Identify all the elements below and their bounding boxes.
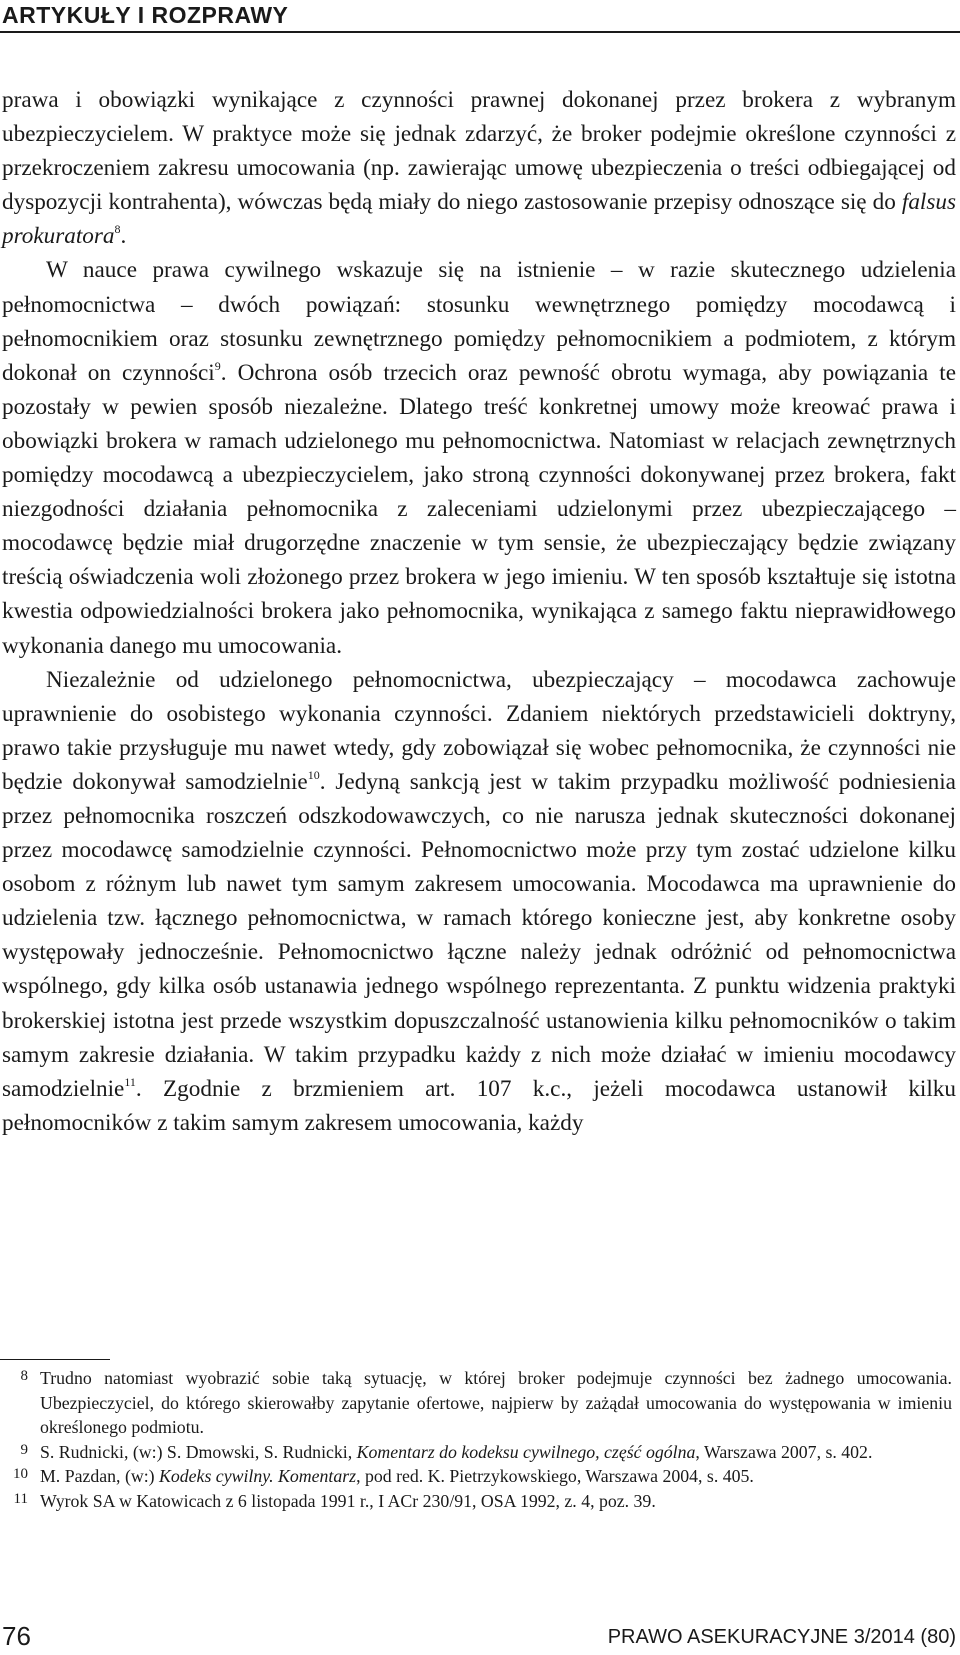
paragraph-3-mid: . Jedyną sankcją jest w takim przypadku możliwość podniesienia przez pełnomocnika roszczeń odszkodowawczych, co nie narusza jednak skuteczności dokonanej przez mocodawcę samodzielnie czynności. Pełnomocnictwo może przy tym zostać udzielone kilku osobom z różnym lub nawet tym samym zakresem umocowania. Mocodawca ma uprawnienie do udzielenia tzw. łącznego pełnomocnictwa, w ramach którego konieczne jest, aby konkretne osoby występowały jednocześnie. Pełnomocnictwo łączne należy jednak odróżnić od pełnomocnictwa wspólnego, gdy kilka osób ustanawia jednego wspólnego reprezentanta. Z punktu widzenia praktyki brokerskiej istotna jest przede wszystkim dopuszczalność ustanowienia kilku pełnomocników o takim samym zakresie działania. W takim przypadku każdy z nich może działać w imieniu mocodawcy samodzielnie bbox=[2, 768, 956, 1102]
footnote-text: M. Pazdan, (w:) bbox=[40, 1466, 160, 1487]
footnote-10 bbox=[2, 1464, 952, 1489]
footnote-ref-10[interactable]: 10 bbox=[307, 767, 320, 782]
page-footer bbox=[0, 1618, 960, 1654]
footnote-text: Wyrok SA w Katowicach z 6 listopada 1991 r., I ACr 230/91, OSA 1992, z. 4, poz. 39. bbox=[40, 1490, 656, 1511]
footnote-text-end: , pod red. K. Pietrzykowskiego, Warszawa 2004, s. 405. bbox=[356, 1466, 754, 1487]
footnote-text-end: , Warszawa 2007, s. 402. bbox=[695, 1441, 873, 1462]
paragraph-2-rest: . Ochrona osób trzecich oraz pewność obrotu wymaga, aby powiązania te pozostały w pewien sposób niezależne. Dlatego treść konkretnej umowy może kreować prawa i obowiązki brokera w ramach udzielonego mu pełnomocnictwa. Natomiast w relacjach zewnętrznych pomiędzy mocodawcą a ubezpieczycielem, jako stroną czynności dokonywanej przez brokera, fakt niezgodności działania pełnomocnika z zaleceniami udzielonymi przez ubezpieczającego – mocodawcę będzie miał drugorzędne znaczenie w tym sensie, że ubezpieczający będzie związany treścią oświadczenia woli złożonego przez brokera w jego imieniu. W ten sposób kształtuje się istotna kwestia odpowiedzialności brokera jako pełnomocnika, wynikająca z samego faktu nieprawidłowego wykonania danego mu umocowania. bbox=[2, 359, 957, 659]
article-body bbox=[2, 83, 956, 1140]
paragraph-2 bbox=[2, 253, 956, 662]
footnote-11 bbox=[2, 1489, 952, 1514]
footnote-title: Komentarz do kodeksu cywilnego, część ogólna bbox=[356, 1441, 696, 1462]
page-number: 76 bbox=[2, 1621, 31, 1651]
paragraph-1 bbox=[2, 83, 956, 253]
footnote-text: Trudno natomiast wyobrazić sobie taką sytuację, w której broker podejmuje czynności bez żadnego umocowania. Ubezpieczyciel, do którego skierowałby zapytanie ofertowe, najpierw by zażądał umocowania do występowania w imieniu określonego podmiotu. bbox=[40, 1368, 952, 1438]
header-rule bbox=[0, 31, 960, 33]
footnote-number: 10 bbox=[13, 1466, 28, 1483]
footnote-9 bbox=[2, 1440, 952, 1465]
footnote-ref-8[interactable]: 8 bbox=[114, 222, 121, 237]
footnote-8 bbox=[2, 1366, 952, 1440]
footnote-title: Kodeks cywilny. Komentarz bbox=[159, 1466, 357, 1487]
footnote-ref-9[interactable]: 9 bbox=[214, 358, 221, 373]
journal-name: PRAWO ASEKURACYJNE 3/2014 (80) bbox=[607, 1626, 956, 1648]
paragraph-1-text: prawa i obowiązki wynikające z czynności prawnej dokonanej przez brokera z wybranym ubezpieczycielem. W praktyce może się jednak zdarzyć, że broker podejmie określone czynności z przekroczeniem zakresu umocowania (np. zawierając umowę ubezpieczenia o treści odbiegającej od dyspozycji kontrahenta), wówczas będą miały do niego zastosowanie przepisy odnoszące się do bbox=[2, 87, 956, 216]
paragraph-1-end: . bbox=[120, 223, 127, 250]
footnote-number: 11 bbox=[13, 1490, 28, 1507]
footnote-number: 9 bbox=[20, 1441, 28, 1458]
paragraph-2-text: W nauce prawa cywilnego wskazuje się na istnienie – w razie skutecznego udzielenia pełnomocnictwa – dwóch powiązań: stosunku wewnętrznego pomiędzy mocodawcą i pełnomocnikiem oraz stosunku zewnętrznego pomiędzy pełnomocnikiem a podmiotem, z którym dokonał on czynności bbox=[2, 257, 956, 386]
footnote-rule bbox=[0, 1359, 110, 1360]
italic-term: falsus prokuratora bbox=[2, 189, 956, 250]
paragraph-3-text: Niezależnie od udzielonego pełnomocnictwa, ubezpieczający – mocodawca zachowuje uprawnienie do osobistego wykonania czynności. Zdaniem niektórych przedstawicieli doktryny, prawo takie przysługuje mu nawet wtedy, gdy zobowiązał się wobec pełnomocnika, że czynności nie będzie dokonywał samodzielnie bbox=[2, 666, 956, 795]
section-title: ARTYKUŁY I ROZPRAWY bbox=[2, 2, 289, 28]
paragraph-3-end: . Zgodnie z brzmieniem art. 107 k.c., jeżeli mocodawca ustanowił kilku pełnomocników z takim samym zakresem umocowania, każdy bbox=[2, 1075, 956, 1136]
footnote-ref-11[interactable]: 11 bbox=[124, 1074, 136, 1089]
paragraph-3 bbox=[2, 663, 956, 1140]
footnotes bbox=[2, 1366, 952, 1514]
footnote-number: 8 bbox=[20, 1368, 28, 1384]
footnote-text: S. Rudnicki, (w:) S. Dmowski, S. Rudnicki, bbox=[40, 1441, 357, 1462]
